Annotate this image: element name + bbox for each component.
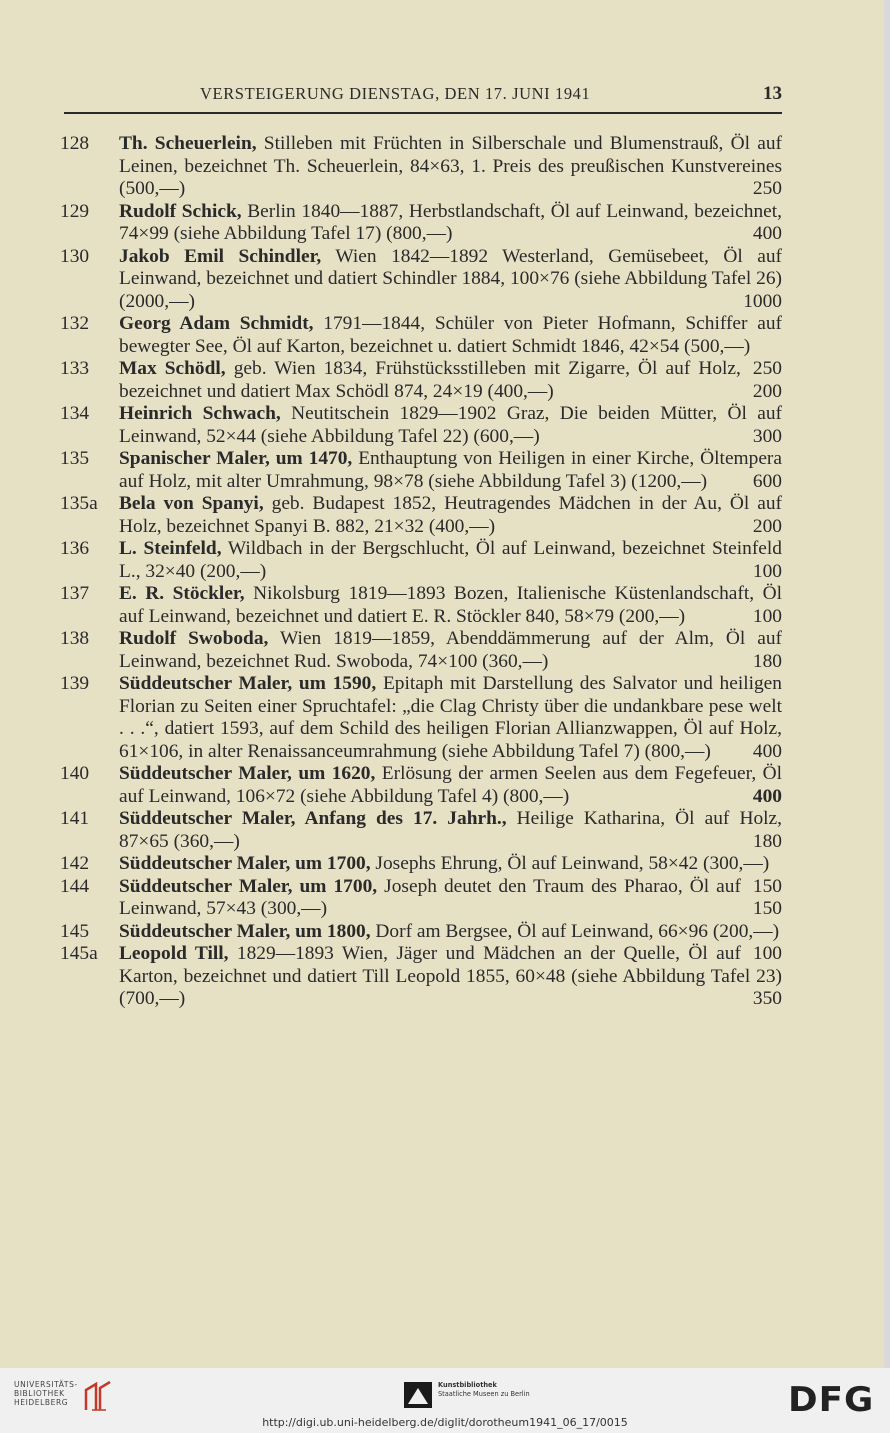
lot-price: 400: [752, 223, 782, 244]
lot-price: 100: [752, 943, 782, 964]
lot-number: 136: [60, 538, 90, 559]
lot-price: 150: [752, 875, 782, 897]
page-number: 13: [763, 83, 782, 104]
artist-name: Süddeutscher Maler, Anfang des 17. Jahrh.,: [119, 808, 507, 829]
lot-number: 130: [60, 245, 90, 267]
lot-number: 135: [60, 448, 90, 469]
kunstbibliothek-logo[interactable]: [404, 1380, 574, 1410]
lot-entry: [60, 763, 782, 808]
heidelberg-mark-icon: [82, 1380, 118, 1414]
page-header: [64, 84, 782, 114]
artist-name: Rudolf Swoboda,: [119, 628, 269, 649]
lot-description: 1791—1844, Schüler von Pieter Hofmann, Schiffer auf bewegter See, Öl auf Karton, bezeichnet u. datiert Schmidt 1846, 42×54 (500,—): [119, 313, 782, 357]
artist-name: Süddeutscher Maler, um 1700,: [119, 875, 378, 897]
lot-price: 180: [752, 650, 782, 672]
lot-price: 400: [752, 785, 782, 807]
lot-price: 250: [752, 178, 782, 199]
heidelberg-library-logo[interactable]: [14, 1380, 124, 1414]
artist-name: Bela von Spanyi,: [119, 493, 264, 514]
artist-name: E. R. Stöckler,: [119, 583, 245, 604]
lot-description: Wildbach in der Bergschlucht, Öl auf Leinwand, bezeichnet Steinfeld L., 32×40 (200,—): [119, 538, 782, 582]
lot-description: Neutitschein 1829—1902 Graz, Die beiden Mütter, Öl auf Leinwand, 52×44 (siehe Abbildung Tafel 22) (600,—): [119, 403, 782, 447]
artist-name: Th. Scheuerlein,: [119, 133, 257, 154]
lot-number: 138: [60, 628, 90, 649]
lot-price: 250: [752, 358, 782, 379]
artist-name: Spanischer Maler, um 1470,: [119, 448, 353, 469]
header-title: VERSTEIGERUNG DIENSTAG, DEN 17. JUNI 1941: [200, 84, 591, 103]
lot-description: Stilleben mit Früchten in Silberschale und Blumenstrauß, Öl auf Leinen, bezeichnet Th. Scheuerlein, 84×63, 1. Preis des preußischen Kunstvereines (500,—): [119, 133, 782, 199]
lot-number: 129: [60, 200, 90, 222]
lot-price: 100: [752, 560, 782, 582]
ub-line: BIBLIOTHEK: [14, 1389, 65, 1398]
lot-number: 134: [60, 403, 90, 424]
artist-name: Max Schödl,: [119, 358, 226, 379]
ub-line: UNIVERSITÄTS-: [14, 1380, 78, 1389]
artist-name: Süddeutscher Maler, um 1620,: [119, 763, 376, 784]
lot-entry: [60, 583, 782, 628]
lot-entry: [60, 246, 782, 314]
lot-number: 140: [60, 763, 90, 784]
lot-description: Nikolsburg 1819—1893 Bozen, Italienische Küstenlandschaft, Öl auf Leinwand, bezeichnet und datiert E. R. Stöckler 840, 58×79 (200,—): [119, 583, 782, 627]
lot-price: 200: [752, 515, 782, 537]
artist-name: Süddeutscher Maler, um 1590,: [119, 673, 377, 694]
lot-price: 180: [752, 830, 782, 852]
artist-name: Jakob Emil Schindler,: [119, 245, 322, 267]
lot-number: 141: [60, 808, 90, 829]
lot-price: 150: [752, 898, 782, 919]
lot-description: Wien 1819—1859, Abenddämmerung auf der Alm, Öl auf Leinwand, bezeichnet Rud. Swoboda, 74×100 (360,—): [119, 628, 783, 672]
lot-entry: [60, 493, 782, 538]
artist-name: Heinrich Schwach,: [119, 403, 281, 424]
heidelberg-library-text: [14, 1380, 78, 1407]
lot-price: 300: [752, 425, 782, 447]
source-url[interactable]: http://digi.ub.uni-heidelberg.de/diglit/dorotheum1941_06_17/0015: [262, 1416, 628, 1429]
kunstbibliothek-text: [438, 1381, 530, 1399]
artist-name: Süddeutscher Maler, um 1700,: [119, 853, 371, 874]
ub-line: HEIDELBERG: [14, 1398, 69, 1407]
lot-entry: [60, 358, 782, 403]
lot-description: Joseph deutet den Traum des Pharao, Öl auf Leinwand, 57×43 (300,—): [119, 875, 741, 919]
artist-name: L. Steinfeld,: [119, 538, 222, 559]
lot-description: Dorf am Bergsee, Öl auf Leinwand, 66×96 (200,—): [375, 920, 780, 942]
lot-number: 128: [60, 133, 90, 154]
lot-price: 600: [752, 470, 782, 492]
artist-name: Süddeutscher Maler, um 1800,: [119, 920, 371, 942]
lot-number: 133: [60, 358, 90, 379]
lot-entry: [60, 448, 782, 493]
lot-number: 145: [60, 920, 90, 942]
lot-entry: [60, 673, 782, 763]
lot-description: Erlösung der armen Seelen aus dem Fegefeuer, Öl auf Leinwand, 106×72 (siehe Abbildung Tafel 4) (800,—): [119, 763, 782, 807]
lot-description: Josephs Ehrung, Öl auf Leinwand, 58×42 (300,—): [375, 853, 770, 874]
lot-price: 1000: [743, 290, 782, 312]
lot-number: 145a: [60, 943, 98, 964]
lot-number: 142: [60, 853, 90, 874]
lot-number: 137: [60, 583, 90, 604]
lot-entry: [60, 808, 782, 853]
lot-description: Enthauptung von Heiligen in einer Kirche, Öltempera auf Holz, mit alter Umrahmung, 98×78 (siehe Abbildung Tafel 3) (1200,—): [119, 448, 782, 492]
lot-number: 132: [60, 313, 90, 334]
lot-number: 139: [60, 673, 90, 694]
lot-list: [60, 133, 782, 1011]
lot-entry: [60, 133, 782, 201]
lot-number: 135a: [60, 493, 98, 514]
lot-description: Wien 1842—1892 Westerland, Gemüsebeet, Öl auf Leinwand, bezeichnet und datiert Schindler 1884, 100×76 (siehe Abbildung Tafel 26) (2000,—): [119, 245, 782, 312]
lot-price: 100: [752, 605, 782, 627]
artist-name: Georg Adam Schmidt,: [119, 313, 314, 334]
dfg-logo[interactable]: DFG: [787, 1380, 875, 1420]
lot-entry: [60, 538, 782, 583]
lot-description: geb. Wien 1834, Frühstücksstilleben mit Zigarre, Öl auf Holz, bezeichnet und datiert Max Schödl 874, 24×19 (400,—): [119, 358, 741, 402]
lot-entry: [60, 403, 782, 448]
lot-entry: [60, 876, 782, 921]
kb-line: Kunstbibliothek: [438, 1381, 497, 1389]
lot-entry: [60, 628, 782, 673]
lot-description: Berlin 1840—1887, Herbstlandschaft, Öl auf Leinwand, bezeichnet, 74×99 (siehe Abbildung Tafel 17) (800,—): [119, 200, 782, 244]
lot-number: 144: [60, 875, 90, 897]
lot-price: 200: [752, 380, 782, 402]
artist-name: Leopold Till,: [119, 943, 229, 964]
lot-description: 1829—1893 Wien, Jäger und Mädchen an der Quelle, Öl auf Karton, bezeichnet und datiert Till Leopold 1855, 60×48 (siehe Abbildung Tafel 23) (700,—): [119, 943, 782, 1009]
lot-price: 350: [752, 988, 782, 1009]
lot-entry: [60, 201, 782, 246]
lot-description: Epitaph mit Darstellung des Salvator und heiligen Florian zu Seiten einer Spruchtafel: „die Clag Christy über die undankbare pese welt . . .“, datiert 1593, auf dem Schild des heiligen Florian Allianzwappen, Öl auf Holz, 61×106, in alter Renaissanceumrahmung (siehe Abbildung Tafel 7) (800,—): [119, 673, 782, 762]
lot-description: Heilige Katharina, Öl auf Holz, 87×65 (360,—): [119, 808, 782, 852]
artist-name: Rudolf Schick,: [119, 200, 242, 222]
lot-description: geb. Budapest 1852, Heutragendes Mädchen in der Au, Öl auf Holz, bezeichnet Spanyi B. 882, 21×32 (400,—): [119, 493, 782, 537]
lot-entry: [60, 943, 782, 1011]
kb-line: Staatliche Museen zu Berlin: [438, 1390, 530, 1398]
kunstbibliothek-mark-icon: [404, 1382, 432, 1408]
lot-price: 400: [752, 740, 782, 762]
